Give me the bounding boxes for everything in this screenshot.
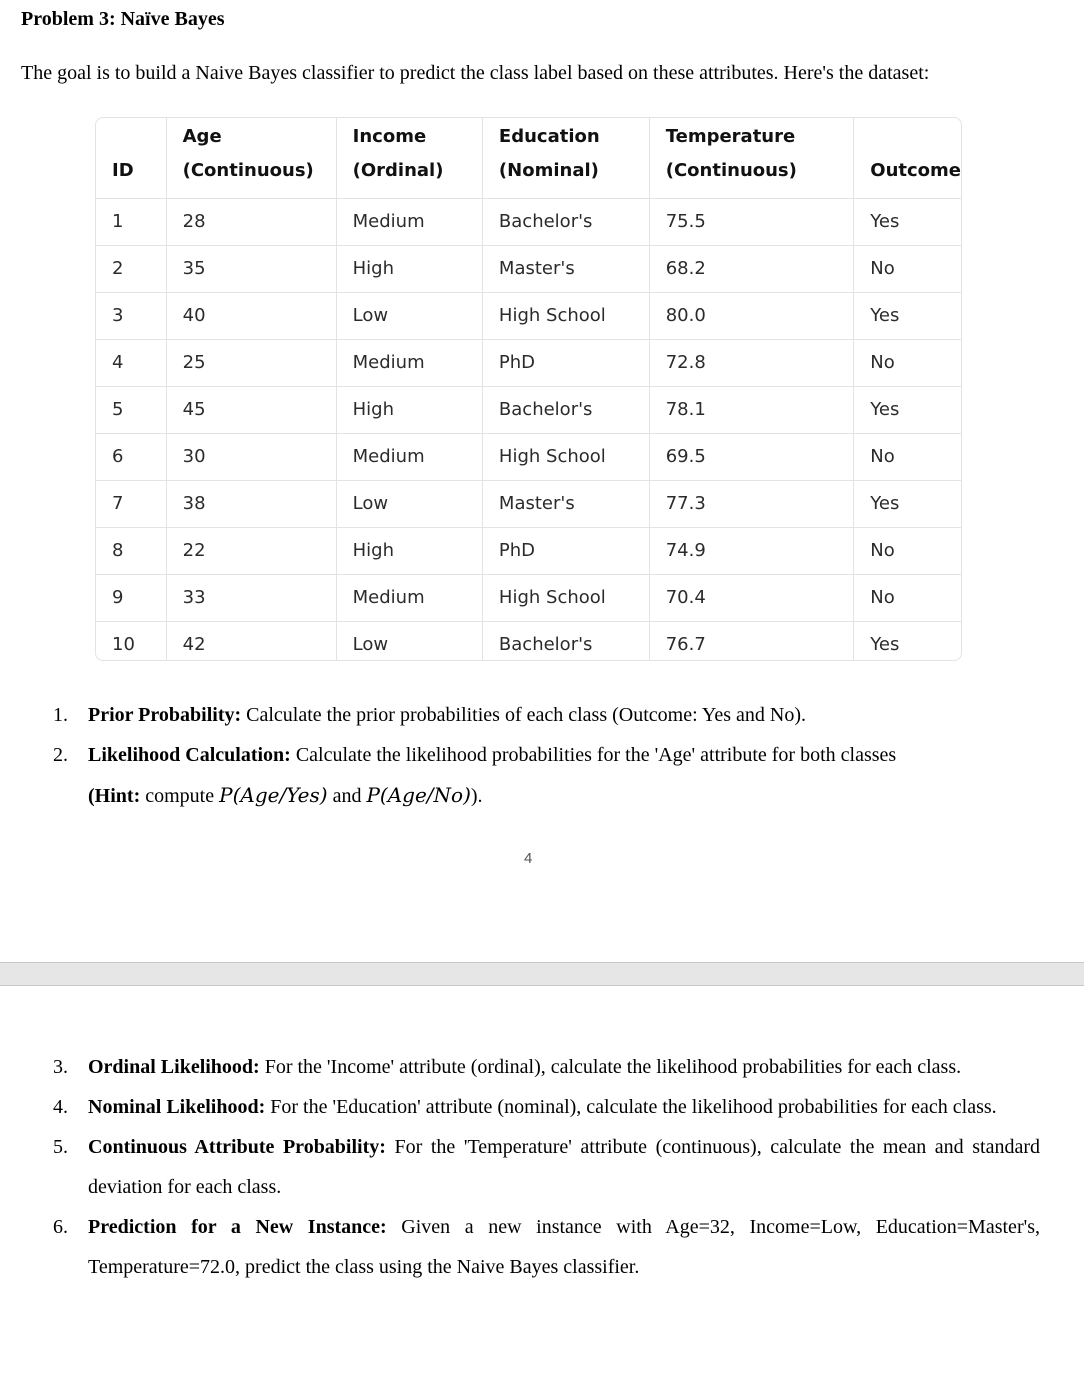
page-number: 4 <box>524 850 533 867</box>
cell-education: Bachelor's <box>482 621 649 661</box>
table-row <box>96 339 961 386</box>
questions-list-part2 <box>0 1047 1084 1287</box>
cell-temperature: 68.2 <box>649 245 854 292</box>
cell-outcome: No <box>854 433 961 480</box>
cell-age: 30 <box>166 433 336 480</box>
header-income: Income (Ordinal) <box>336 118 482 198</box>
cell-temperature: 80.0 <box>649 292 854 339</box>
cell-age: 40 <box>166 292 336 339</box>
table-row <box>96 292 961 339</box>
cell-temperature: 70.4 <box>649 574 854 621</box>
cell-outcome: No <box>854 527 961 574</box>
hint-text: (Hint: compute P(Age/Yes) and P(Age/No)). <box>88 783 483 807</box>
table-row <box>96 480 961 527</box>
cell-age: 28 <box>166 198 336 245</box>
header-education: Education (Nominal) <box>482 118 649 198</box>
cell-id: 10 <box>96 621 166 661</box>
cell-outcome: No <box>854 574 961 621</box>
cell-temperature: 76.7 <box>649 621 854 661</box>
table-row <box>96 621 961 661</box>
cell-income: Medium <box>336 339 482 386</box>
question-item: 4. Nominal Likelihood: For the 'Education' attribute (nominal), calculate the likelihood probabilities for each class. <box>53 1096 997 1118</box>
cell-temperature: 77.3 <box>649 480 854 527</box>
header-id: ID <box>96 118 166 198</box>
cell-outcome: Yes <box>870 634 900 655</box>
questions-list-part1 <box>0 695 1084 816</box>
cell-education: High School <box>482 292 649 339</box>
question-item: 3. Ordinal Likelihood: For the 'Income' attribute (ordinal), calculate the likelihood probabilities for each class. <box>53 1056 962 1078</box>
cell-age: 25 <box>166 339 336 386</box>
cell-age: 33 <box>166 574 336 621</box>
cell-education: High School <box>482 433 649 480</box>
cell-age: 45 <box>166 386 336 433</box>
cell-income: High <box>336 386 482 433</box>
cell-income: Medium <box>336 198 482 245</box>
cell-temperature: 69.5 <box>649 433 854 480</box>
table-row <box>96 433 961 480</box>
problem-title: Problem 3: Naïve Bayes <box>21 8 225 30</box>
cell-outcome: Yes <box>854 292 961 339</box>
cell-income: Medium <box>336 574 482 621</box>
cell-id: 4 <box>96 339 166 386</box>
cell-id: 1 <box>96 198 166 245</box>
cell-outcome: Yes <box>854 198 961 245</box>
question-item: 5. Continuous Attribute Probability: For the 'Temperature' attribute (continuous), calculate the mean and standard deviation for each class. <box>53 1136 1041 1198</box>
cell-age: 42 <box>166 621 336 661</box>
cell-id: 7 <box>96 480 166 527</box>
cell-education: PhD <box>482 527 649 574</box>
cell-outcome: No <box>854 339 961 386</box>
cell-age: 35 <box>166 245 336 292</box>
table-row <box>96 386 961 433</box>
cell-outcome: No <box>854 245 961 292</box>
cell-education: High School <box>482 574 649 621</box>
cell-id: 6 <box>96 433 166 480</box>
header-temperature: Temperature (Continuous) <box>649 118 854 198</box>
cell-id: 2 <box>96 245 166 292</box>
header-outcome: Outcome <box>854 118 961 198</box>
table-row <box>96 574 961 621</box>
cell-outcome: Yes <box>854 480 961 527</box>
cell-id: 8 <box>96 527 166 574</box>
cell-education: Master's <box>482 480 649 527</box>
cell-temperature: 72.8 <box>649 339 854 386</box>
header-age: Age (Continuous) <box>166 118 336 198</box>
cell-education: Bachelor's <box>482 386 649 433</box>
page-break-divider <box>0 962 1084 986</box>
cell-income: High <box>336 245 482 292</box>
cell-education: PhD <box>482 339 649 386</box>
question-item: 1. Prior Probability: Calculate the prior probabilities of each class (Outcome: Yes and No). <box>53 704 806 726</box>
cell-income: Low <box>336 621 482 661</box>
cell-age: 22 <box>166 527 336 574</box>
cell-id: 3 <box>96 292 166 339</box>
cell-temperature: 74.9 <box>649 527 854 574</box>
table-header-row <box>96 118 961 198</box>
cell-income: Medium <box>336 433 482 480</box>
table-row <box>96 527 961 574</box>
cell-income: High <box>336 527 482 574</box>
dataset-table <box>95 117 962 661</box>
intro-paragraph: The goal is to build a Naive Bayes classifier to predict the class label based on these attributes. Here's the dataset: <box>21 62 930 84</box>
cell-outcome: Yes <box>854 386 961 433</box>
cell-temperature: 78.1 <box>649 386 854 433</box>
cell-id: 9 <box>96 574 166 621</box>
question-item: 2. Likelihood Calculation: Calculate the likelihood probabilities for the 'Age' attribute for both classes (Hint: compute P(Age/Yes) and P(Age/No)). <box>53 744 897 807</box>
table-row <box>96 245 961 292</box>
cell-temperature: 75.5 <box>649 198 854 245</box>
question-item: 6. Prediction for a New Instance: Given a new instance with Age=32, Income=Low, Education=Master's, Temperature=72.0, predict the class using the Naive Bayes classifier. <box>53 1216 1040 1278</box>
cell-id: 5 <box>96 386 166 433</box>
table-row <box>96 198 961 245</box>
cell-income: Low <box>336 292 482 339</box>
cell-income: Low <box>336 480 482 527</box>
cell-age: 38 <box>166 480 336 527</box>
cell-education: Bachelor's <box>482 198 649 245</box>
cell-education: Master's <box>482 245 649 292</box>
